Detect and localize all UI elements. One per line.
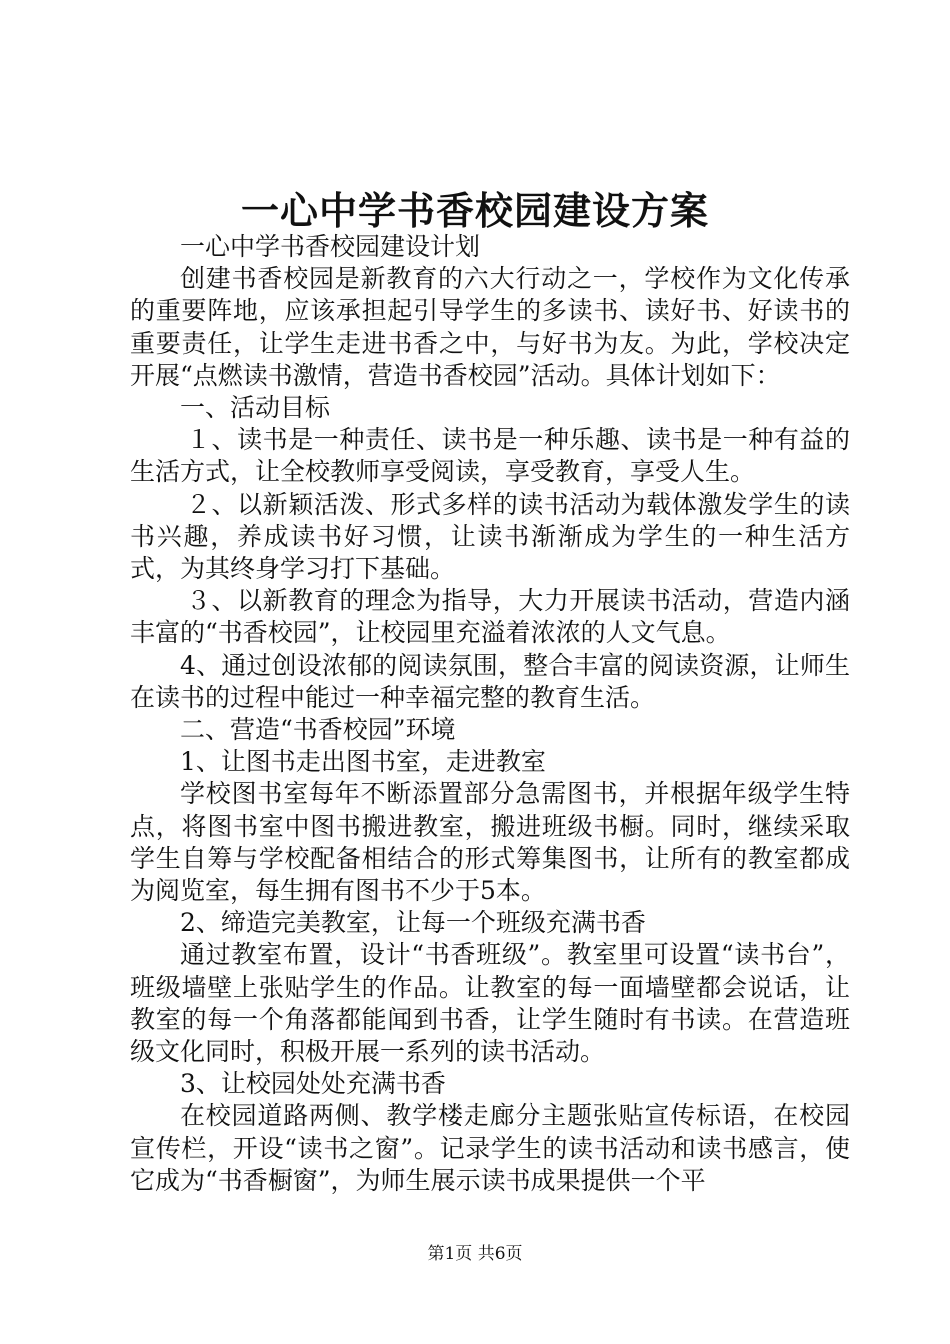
plan-subtitle: 一心中学书香校园建设计划 xyxy=(180,232,481,261)
page-footer: 第1页 共6页 xyxy=(427,1244,523,1264)
subsection-paragraph-3: 在校园道路两侧、教学楼走廊分主题张贴宣传标语，在校园宣传栏，开设“读书之窗”。记录学生的读书活动和读书感言，使它成为“书香橱窗”，为师生展示读书成果提供一个平 xyxy=(130,1101,850,1195)
intro-paragraph: 创建书香校园是新教育的六大行动之一，学校作为文化传承的重要阵地，应该承担起引导学生的多读书、读好书、好读书的重要责任，让学生走进书香之中，与好书为友。为此，学校决定开展“点燃读书激情，营造书香校园”活动。具体计划如下： xyxy=(130,264,850,390)
section-heading-goals: 一、活动目标 xyxy=(180,393,331,423)
goal-item-1: １、读书是一种责任、读书是一种乐趣、读书是一种有益的生活方式，让全校教师享受阅读，享受教育，享受人生。 xyxy=(130,425,850,487)
goal-item-4: 4、通过创设浓郁的阅读氛围，整合丰富的阅读资源，让师生在读书的过程中能过一种幸福完整的教育生活。 xyxy=(130,650,850,712)
section-heading-environment: 二、营造“书香校园”环境 xyxy=(180,715,456,745)
subsection-heading-2: 2、缔造完美教室，让每一个班级充满书香 xyxy=(180,908,646,938)
document-body xyxy=(130,231,850,1197)
goal-item-2: ２、以新颖活泼、形式多样的读书活动为载体激发学生的读书兴趣，养成读书好习惯，让读书渐渐成为学生的一种生活方式，为其终身学习打下基础。 xyxy=(130,489,850,584)
subsection-heading-1: 1、让图书走出图书室，走进教室 xyxy=(180,747,546,777)
subsection-paragraph-2: 通过教室布置，设计“书香班级”。教室里可设置“读书台”，班级墙壁上张贴学生的作品。让教室的每一面墙壁都会说话，让教室的每一个角落都能闻到书香，让学生随时有书读。在营造班级文化同时，积极开展一系列的读书活动。 xyxy=(130,940,850,1067)
document-title: 一心中学书香校园建设方案 xyxy=(240,188,709,233)
subsection-paragraph-1: 学校图书室每年不断添置部分急需图书，并根据年级学生特点，将图书室中图书搬进教室，搬进班级书橱。同时，继续采取学生自筹与学校配备相结合的形式筹集图书，让所有的教室都成为阅览室，每生拥有图书不少于5本。 xyxy=(130,779,850,906)
goal-item-3: ３、以新教育的理念为指导，大力开展读书活动，营造内涵丰富的“书香校园”，让校园里充溢着浓浓的人文气息。 xyxy=(130,586,850,648)
subsection-heading-3: 3、让校园处处充满书香 xyxy=(180,1069,446,1099)
